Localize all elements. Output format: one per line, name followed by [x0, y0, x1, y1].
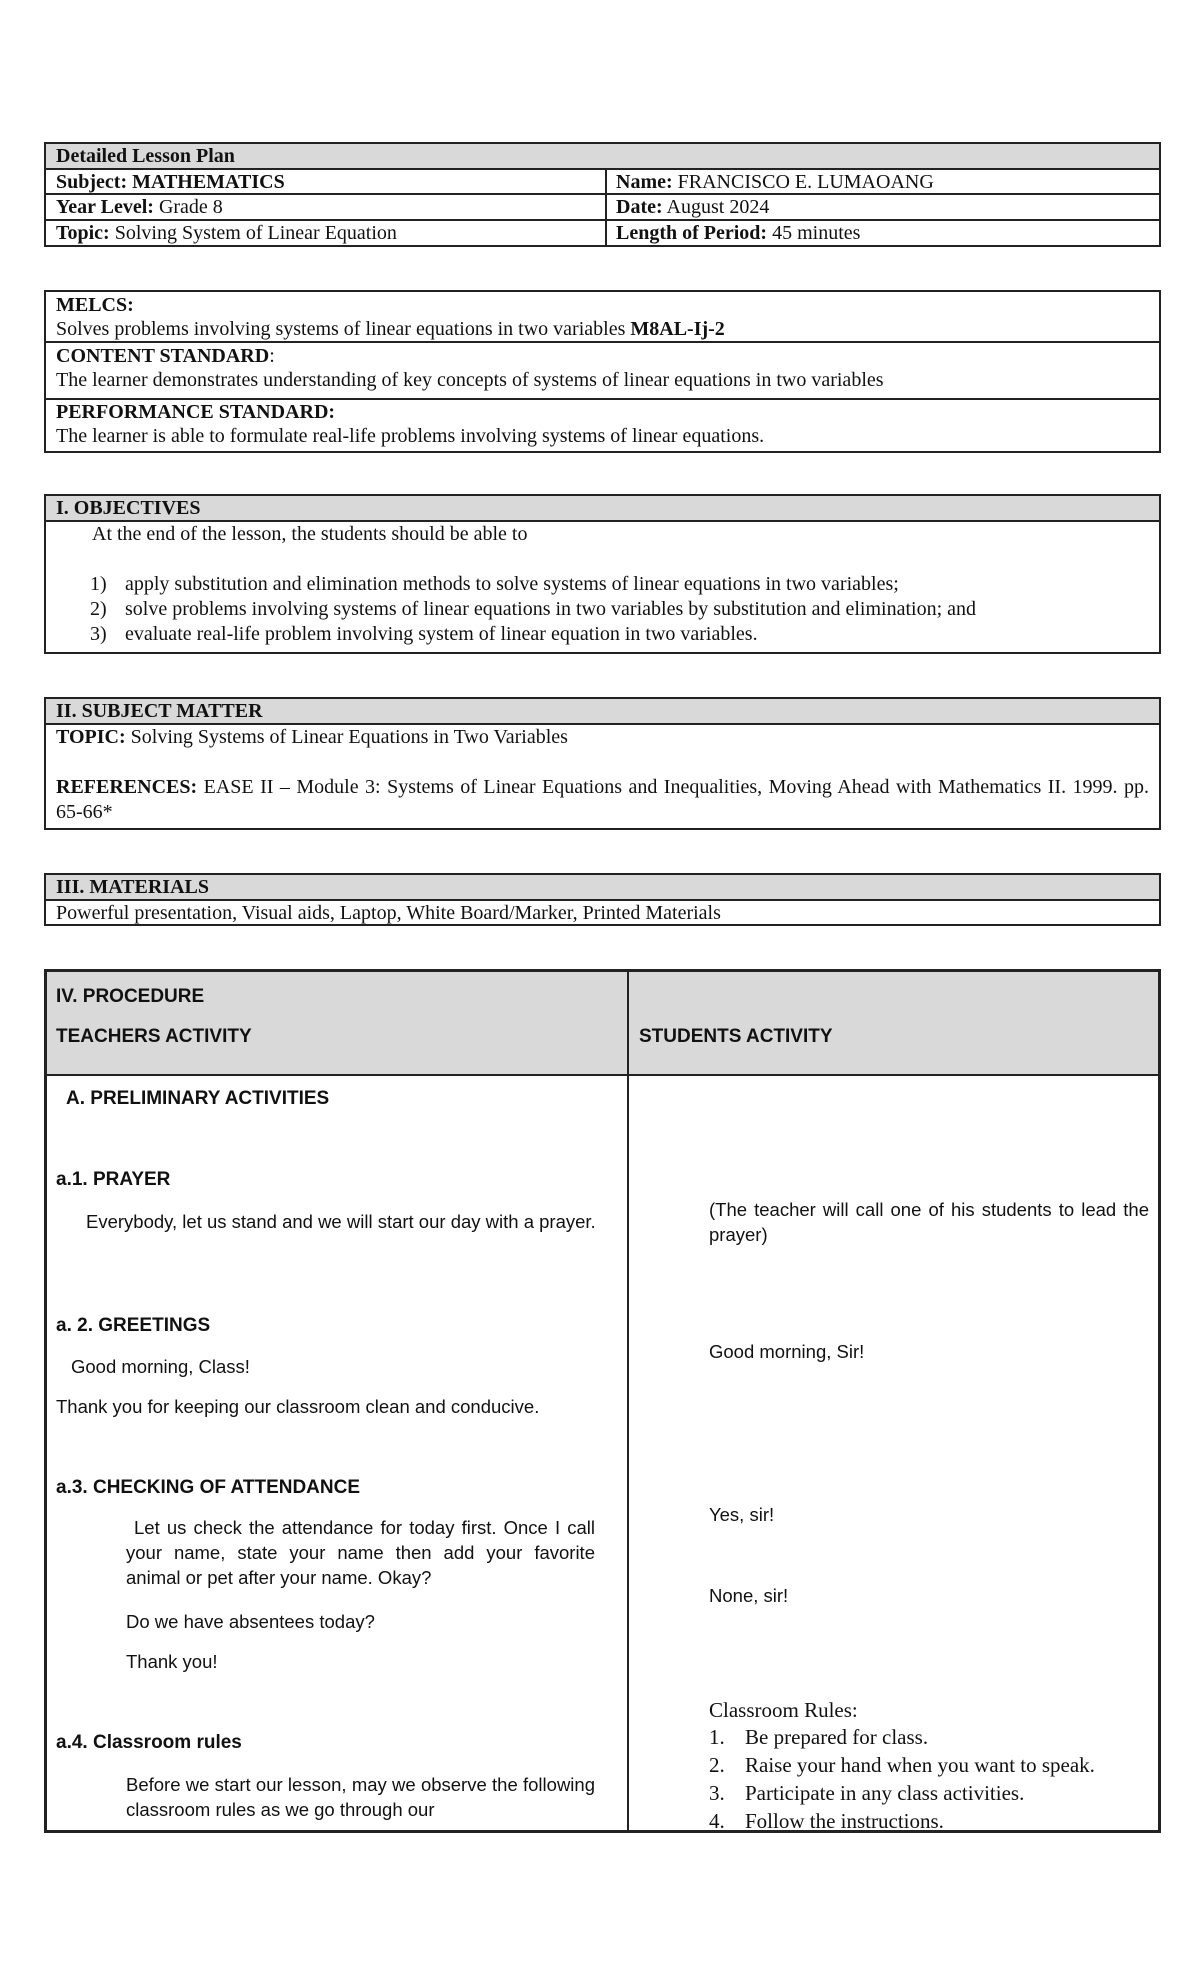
list-item: 4. Follow the instructions.: [709, 1809, 944, 1833]
classroom-rules-list: [709, 1723, 1095, 1835]
subject-matter-heading: II. SUBJECT MATTER: [56, 700, 263, 722]
objectives-intro: At the end of the lesson, the students should be able to: [92, 523, 528, 545]
greetings-student-text: Good morning, Sir!: [709, 1341, 865, 1362]
materials-heading: III. MATERIALS: [56, 876, 209, 898]
students-activity-header: STUDENTS ACTIVITY: [639, 1026, 833, 1047]
procedure-table: [44, 969, 1161, 1833]
greetings-teacher-text: Good morning, Class!: [71, 1356, 250, 1377]
subject-matter-table: [44, 697, 1161, 830]
prayer-teacher-text: Everybody, let us stand and we will start our day with a prayer.: [86, 1211, 596, 1232]
teachers-activity-header: TEACHERS ACTIVITY: [56, 1026, 252, 1047]
objectives-heading-row: [46, 496, 1159, 520]
rules-heading: a.4. Classroom rules: [56, 1732, 242, 1753]
subject-topic: TOPIC: Solving Systems of Linear Equations in Two Variables: [56, 726, 568, 748]
header-table: [44, 142, 1161, 247]
content-standard-cell: CONTENT STANDARD: The learner demonstrates understanding of key concepts of systems of linear equations in two variables: [56, 345, 884, 391]
subject-matter-heading-row: [46, 699, 1159, 723]
prayer-student-text: (The teacher will call one of his students to lead the prayer): [709, 1199, 1149, 1245]
objective-item: 3) evaluate real-life problem involving system of linear equation in two variables.: [90, 623, 758, 645]
header-title-row: [46, 144, 1159, 168]
rules-teacher-text: Before we start our lesson, may we observe the following classroom rules as we go through our: [126, 1774, 595, 1820]
attendance-teacher-thanks: Thank you!: [126, 1651, 218, 1672]
melcs-cell: MELCS: Solves problems involving systems of linear equations in two variables M8AL-Ij-2: [56, 294, 725, 340]
materials-heading-row: [46, 875, 1159, 899]
standards-table: [44, 290, 1161, 453]
objectives-heading: I. OBJECTIVES: [56, 497, 201, 519]
procedure-heading: IV. PROCEDURE: [56, 986, 205, 1007]
objectives-list: [90, 572, 1139, 647]
subject-cell: Subject: MATHEMATICS: [56, 171, 285, 193]
year-level-cell: Year Level: Grade 8: [56, 196, 223, 218]
procedure-header-row: [47, 972, 1158, 1074]
name-cell: Name: FRANCISCO E. LUMAOANG: [616, 171, 934, 193]
objective-item: 1) apply substitution and elimination methods to solve systems of linear equations in two variables;: [90, 573, 899, 595]
list-item: 1. Be prepared for class.: [709, 1725, 929, 1749]
objective-item: 2) solve problems involving systems of linear equations in two variables by substitution and elimination; and: [90, 598, 976, 620]
attendance-teacher-question: Do we have absentees today?: [126, 1611, 375, 1632]
greetings-teacher-thanks: Thank you for keeping our classroom clean and conducive.: [56, 1396, 540, 1417]
topic-cell: Topic: Solving System of Linear Equation: [56, 222, 397, 244]
subject-references: REFERENCES: EASE II – Module 3: Systems of Linear Equations and Inequalities, Moving Ahead with Mathematics II. 1999. pp. 65-66*: [56, 776, 1150, 823]
attendance-heading: a.3. CHECKING OF ATTENDANCE: [56, 1477, 361, 1498]
greetings-heading: a. 2. GREETINGS: [56, 1315, 211, 1336]
materials-text: Powerful presentation, Visual aids, Laptop, White Board/Marker, Printed Materials: [56, 902, 721, 924]
prayer-heading: a.1. PRAYER: [56, 1169, 171, 1190]
rules-student-title: Classroom Rules:: [709, 1698, 858, 1722]
materials-table: [44, 873, 1161, 926]
list-item: 2. Raise your hand when you want to speak.: [709, 1753, 1095, 1777]
list-item: 3. Participate in any class activities.: [709, 1781, 1025, 1805]
performance-standard-cell: PERFORMANCE STANDARD: The learner is able to formulate real-life problems involving systems of linear equations.: [56, 401, 765, 447]
length-cell: Length of Period: 45 minutes: [616, 222, 861, 244]
attendance-student-yes: Yes, sir!: [709, 1504, 775, 1525]
doc-title: Detailed Lesson Plan: [56, 145, 235, 167]
melcs-code: M8AL-Ij-2: [630, 318, 725, 340]
objectives-table: [44, 494, 1161, 654]
attendance-student-none: None, sir!: [709, 1585, 789, 1606]
preliminary-heading: A. PRELIMINARY ACTIVITIES: [66, 1088, 330, 1109]
date-cell: Date: August 2024: [616, 196, 770, 218]
attendance-teacher-text: Let us check the attendance for today first. Once I call your name, state your name then add your favorite animal or pet after your name. Okay?: [126, 1517, 595, 1588]
